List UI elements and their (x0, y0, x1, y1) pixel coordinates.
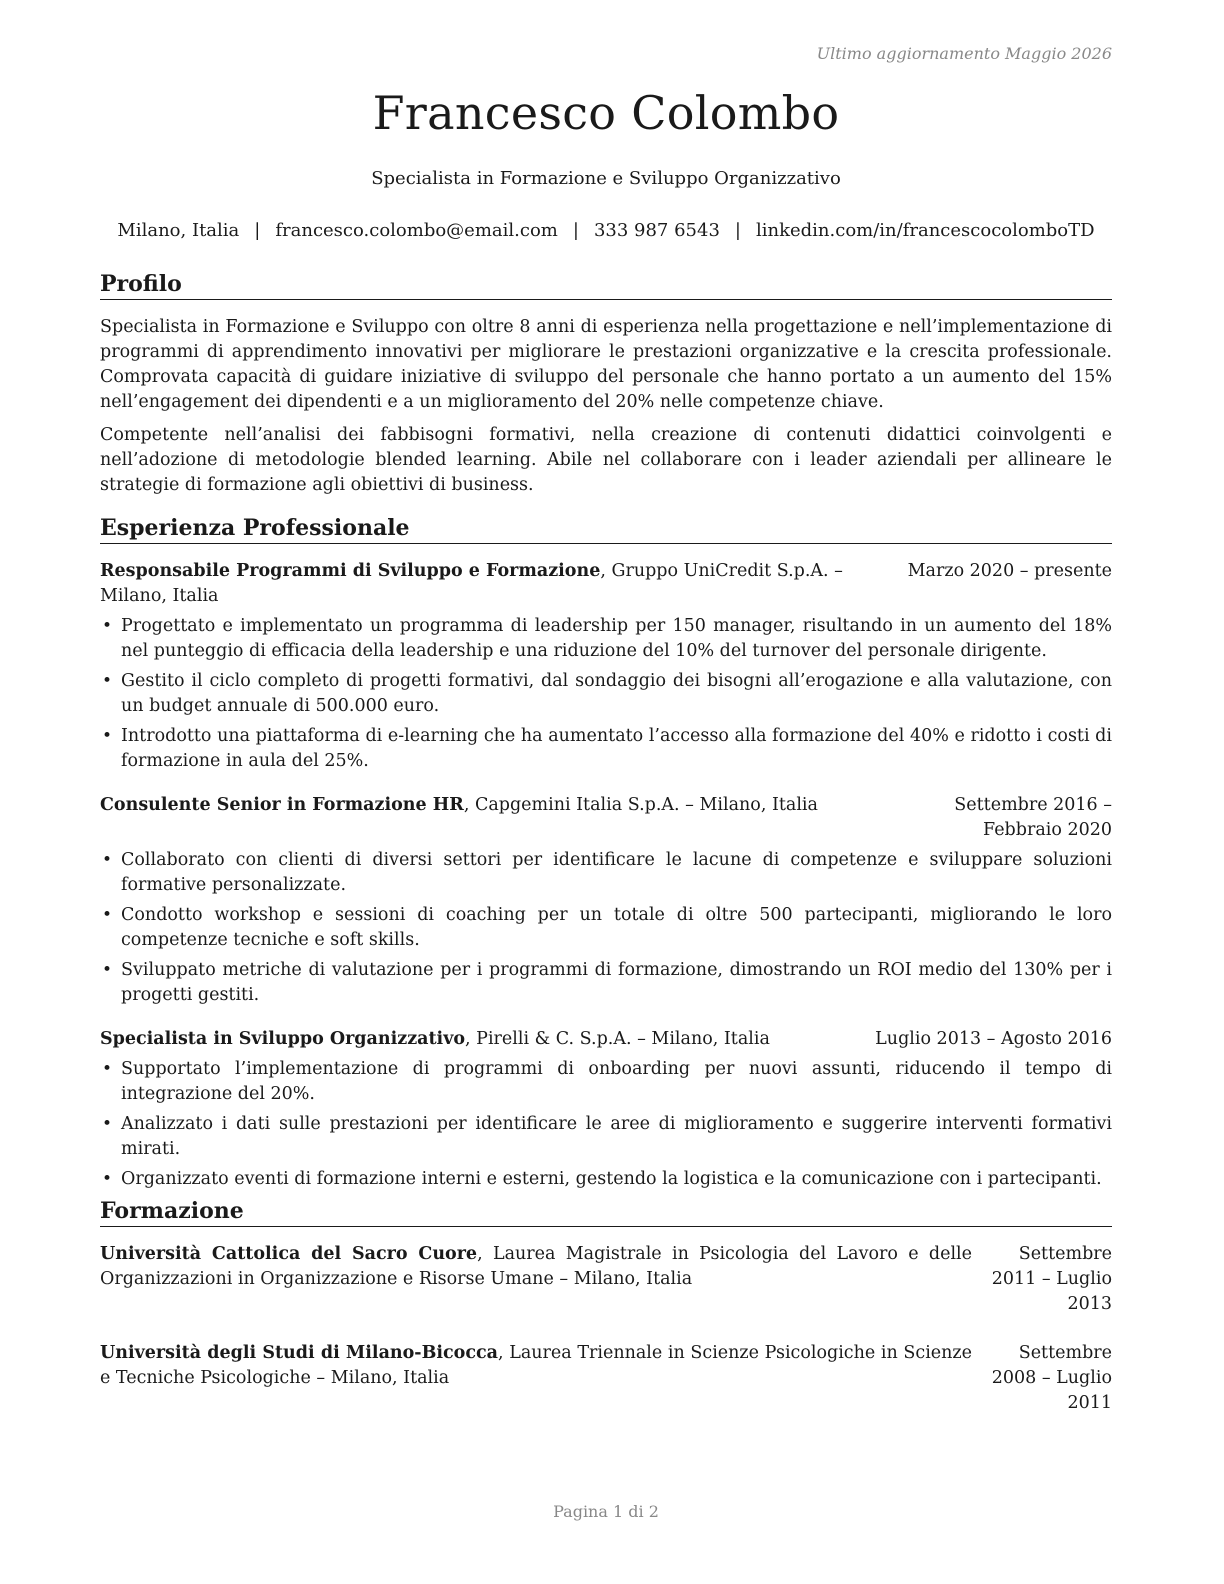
list-item: • Collaborato con clienti di diversi settori per identificare le lacune di competenze e sviluppare soluzioni formative personalizzate. (102, 850, 1112, 895)
list-item: • Gestito il ciclo completo di progetti formativi, dal sondaggio dei bisogni all’erogazione e alla valutazione, con un budget annuale di 500.000 euro. (102, 671, 1112, 716)
section-title-experience: Esperienza Professionale (100, 514, 1112, 544)
list-item: • Progettato e implementato un programma di leadership per 150 manager, risultando in un aumento del 18% nel punteggio di efficacia della leadership e una riduzione del 10% del turnover del personale dirigente. (102, 616, 1112, 661)
bullet-icon: • (102, 726, 113, 746)
contact-line (100, 220, 1112, 241)
education-degree: , Laurea Triennale in Scienze Psicologiche in Scienze e Tecniche Psicologiche – Milano, Italia (100, 1343, 972, 1388)
job-dates: Marzo 2020 – presente (907, 561, 1112, 581)
education-section (100, 1197, 1112, 1416)
job-company: , Gruppo UniCredit S.p.A. – Milano, Italia (100, 561, 843, 606)
profile-paragraph: Competente nell’analisi dei fabbisogni formativi, nella creazione di contenuti didattici coinvolgenti e nell’adozione di metodologie blended learning. Abile nel collaborare con i leader aziendali per allineare le strategie di formazione agli obiettivi di business. (100, 425, 1112, 495)
list-item: • Condotto workshop e sessioni di coaching per un totale di oltre 500 partecipanti, migliorando le loro competenze tecniche e soft skills. (102, 905, 1112, 950)
list-item: • Sviluppato metriche di valutazione per i programmi di formazione, dimostrando un ROI medio del 130% per i progetti gestiti. (102, 960, 1112, 1005)
contact-email[interactable]: francesco.colombo@email.com (275, 220, 558, 241)
bullet-icon: • (102, 616, 113, 636)
profile-paragraph: Specialista in Formazione e Sviluppo con oltre 8 anni di esperienza nella progettazione e nell’implementazione di programmi di apprendimento innovativi per migliorare le prestazioni organizzative e la crescita professionale. Comprovata capacità di guidare iniziative di sviluppo del personale che hanno portato a un aumento del 15% nell’engagement dei dipendenti e a un miglioramento del 20% nelle competenze chiave. (100, 317, 1112, 412)
candidate-name: Francesco Colombo (372, 86, 840, 140)
list-item: • Introdotto una piattaforma di e-learning che ha aumentato l’accesso alla formazione del 40% e ridotto i costi di formazione in aula del 25%. (102, 726, 1112, 771)
list-item: • Organizzato eventi di formazione interni e esterni, gestendo la logistica e la comunicazione con i partecipanti. (100, 1167, 1112, 1192)
job-bullets (100, 614, 1112, 774)
education-school: Università degli Studi di Milano-Bicocca (100, 1343, 498, 1363)
experience-section (100, 514, 1112, 1197)
job-role: Specialista in Sviluppo Organizzativo (100, 1029, 466, 1049)
contact-linkedin[interactable]: linkedin.com/in/francescocolomboTD (755, 220, 1095, 241)
job-dates: Luglio 2013 – Agosto 2016 (875, 1029, 1112, 1049)
candidate-title: Specialista in Formazione e Sviluppo Organizzativo (371, 168, 841, 189)
contact-separator: | (254, 220, 261, 241)
contact-phone[interactable]: 333 987 6543 (593, 220, 720, 241)
job-entry (100, 1027, 1112, 1192)
job-header (100, 793, 1112, 843)
list-item: • Supportato l’implementazione di programmi di onboarding per nuovi assunti, riducendo il tempo di integrazione del 20%. (102, 1059, 1112, 1104)
bullet-icon: • (102, 850, 113, 870)
bullet-icon: • (102, 1114, 113, 1134)
job-role: Responsabile Programmi di Sviluppo e Formazione (100, 561, 601, 581)
list-item: • Analizzato i dati sulle prestazioni per identificare le aree di miglioramento e suggerire interventi formativi mirati. (102, 1114, 1112, 1159)
job-header (100, 1027, 1112, 1052)
education-degree: , Laurea Magistrale in Psicologia del Lavoro e delle Organizzazioni in Organizzazione e Risorse Umane – Milano, Italia (100, 1244, 972, 1289)
education-dates: Settembre 2011 – Luglio 2013 (991, 1244, 1112, 1314)
job-company: , Capgemini Italia S.p.A. – Milano, Italia (463, 795, 818, 815)
education-entry (100, 1242, 1112, 1317)
education-entry (100, 1341, 1112, 1416)
bullet-icon: • (102, 1059, 113, 1079)
contact-separator: | (572, 220, 579, 241)
bullet-icon: • (102, 905, 113, 925)
bullet-icon: • (102, 960, 113, 980)
education-school: Università Cattolica del Sacro Cuore (100, 1244, 478, 1264)
job-bullets (100, 1057, 1112, 1192)
bullet-icon: • (102, 1169, 113, 1189)
job-role: Consulente Senior in Formazione HR (100, 795, 464, 815)
last-updated: Ultimo aggiornamento Maggio 2026 (816, 44, 1112, 63)
bullet-icon: • (102, 671, 113, 691)
job-header (100, 559, 1112, 609)
section-title-education: Formazione (100, 1197, 1112, 1227)
page-number: Pagina 1 di 2 (553, 1502, 659, 1521)
contact-separator: | (734, 220, 741, 241)
job-bullets (100, 848, 1112, 1008)
contact-location: Milano, Italia (117, 220, 240, 241)
profile-section (100, 270, 1112, 498)
section-title-profile: Profilo (100, 270, 1112, 300)
job-dates: Settembre 2016 – Febbraio 2020 (954, 795, 1112, 840)
job-entry (100, 559, 1112, 774)
job-company: , Pirelli & C. S.p.A. – Milano, Italia (465, 1029, 770, 1049)
education-dates: Settembre 2008 – Luglio 2011 (991, 1343, 1112, 1413)
job-entry (100, 793, 1112, 1008)
